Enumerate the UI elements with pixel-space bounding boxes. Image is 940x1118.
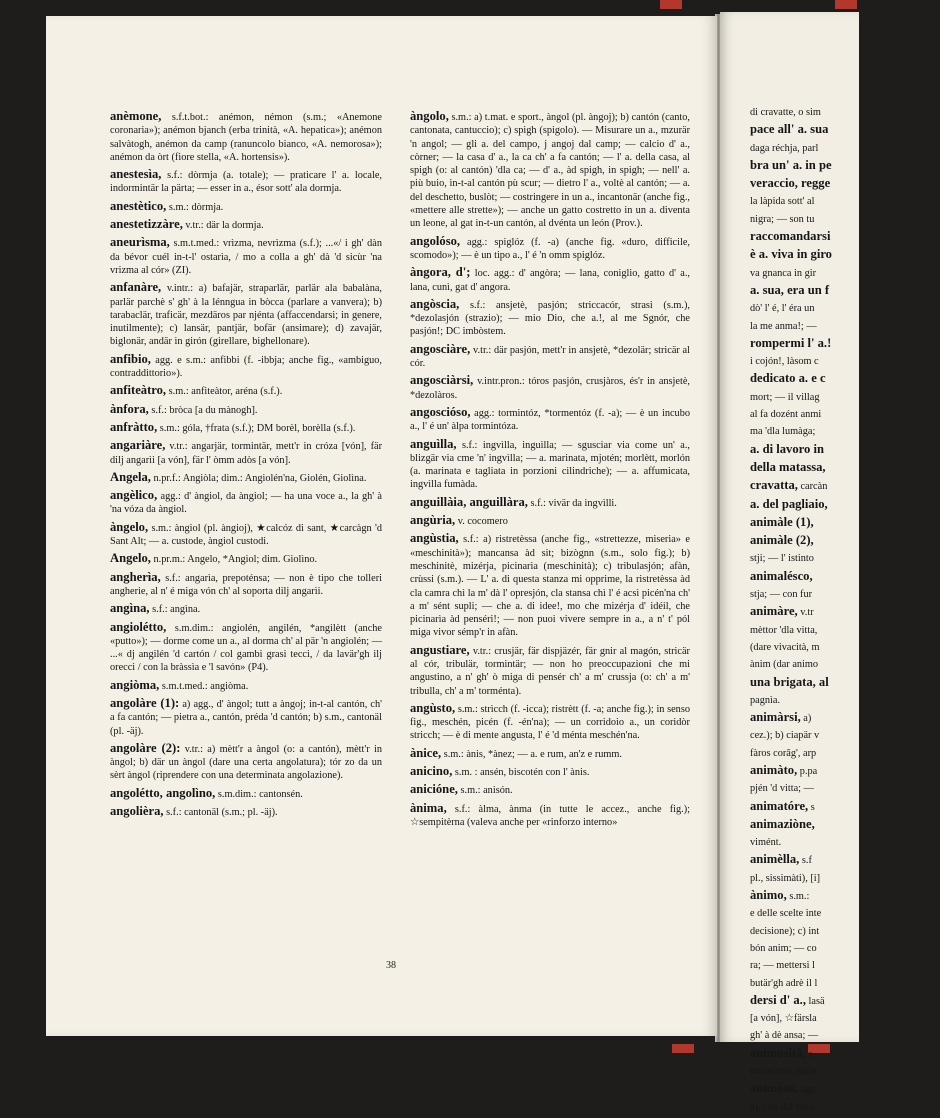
entry-headword: bra un' a. in pe — [750, 157, 832, 172]
entry-headword: è a. viva in giro — [750, 247, 832, 262]
entry-definition: v.tr — [797, 607, 814, 619]
entry-definition: pjén 'd vitta; — — [750, 783, 814, 795]
entry-headword: angustiare, — [410, 642, 470, 657]
entry-headword: angosciàrsi, — [410, 373, 474, 388]
page-number: 38 — [386, 960, 396, 971]
entry-headword: animatóre, — [750, 798, 809, 813]
entry-definition: loc. agg.: d' angòra; — lana, coniglio, gatto d' a., lana, cunì, gat d' angora. — [410, 268, 691, 293]
entry-definition: s.f.: vivär da ingvìlli. — [527, 497, 617, 509]
bookmark-ribbon — [835, 0, 857, 9]
entry-headword: angòscia, — [410, 296, 460, 311]
entry-headword: angiòma, — [110, 677, 160, 692]
entry-headword: a. sua, era un f — [750, 282, 830, 297]
dictionary-entry — [110, 168, 382, 196]
right-page — [720, 12, 859, 1113]
dictionary-entry — [110, 805, 382, 819]
dictionary-entry — [750, 624, 940, 637]
dictionary-entry — [750, 836, 940, 849]
dictionary-entry — [750, 694, 940, 707]
entry-definition: butär'gh adrè il l — [750, 977, 818, 989]
dictionary-entry — [750, 782, 940, 795]
entry-definition: s — [808, 801, 815, 813]
dictionary-entry — [750, 711, 940, 725]
entry-definition: la làpida sott' al — [750, 196, 815, 208]
dictionary-entry — [750, 516, 940, 530]
dictionary-entry — [410, 514, 690, 528]
dictionary-entry — [410, 496, 690, 510]
dictionary-entry — [410, 110, 690, 231]
entry-headword: àngora, d'; — [410, 265, 471, 280]
entry-headword: angìna, — [110, 601, 150, 616]
dictionary-entry — [750, 479, 940, 493]
entry-definition: v.tr.: crusjär, fär dispjäzér, fär gnir al magón, stricär al cór, tribulär, tormintär; — non ho preoccupazioni che mi angustino, a n' gh' ò miga di pensér ch' a m' crussja (o: ch' a m' tribulla, ch' a m' torménta). — [410, 645, 690, 697]
dictionary-entry — [410, 802, 690, 830]
entry-definition: s.f.: àlma, ànma (in tutte le accez., anche fig.); ☆sempitèrna (valeva anche per «rinforzo interno» — [410, 803, 690, 828]
entry-definition: v.intr.pron.: tóros pasjón, crusjàros, és'r in ansjetè, *dezolàros. — [410, 376, 690, 401]
dictionary-entry — [750, 729, 940, 742]
entry-headword: animàrsi, — [750, 710, 801, 725]
entry-definition: ra; — mettersi l — [750, 960, 815, 972]
entry-definition: v.tr.: där la dormja. — [182, 220, 264, 232]
entry-headword: animaziòne, — [750, 816, 815, 831]
entry-definition: [a vón], ☆färsla — [750, 1013, 817, 1025]
entry-headword: angolóso, — [410, 233, 461, 248]
entry-headword: anestetizzàre, — [110, 217, 183, 232]
entry-definition: e delle scelte inte — [750, 908, 822, 920]
entry-definition: v. cocomero — [455, 516, 508, 528]
entry-headword: anfibio, — [110, 351, 151, 366]
dictionary-entry — [110, 421, 382, 435]
dictionary-entry — [750, 994, 940, 1008]
entry-headword: rompermi l' a.! — [750, 335, 832, 350]
entry-headword: anguillàia, anguillàra, — [410, 494, 528, 509]
entry-definition: p.pa — [797, 765, 818, 777]
entry-headword: animosità, — [750, 1045, 806, 1060]
entry-definition: n.pr.f.: Angiòla; dim.: Angiolén'na, Giolén, Giolìna. — [150, 472, 367, 484]
dictionary-entry — [750, 195, 940, 208]
entry-headword: una brigata, al — [750, 674, 829, 689]
entry-definition: pagnìa. — [750, 694, 781, 706]
entry-headword: animàle (2), — [750, 533, 814, 548]
entry-headword: pace all' a. sua — [750, 122, 829, 137]
entry-definition: ma 'dla lumàga; — [750, 426, 816, 438]
entry-definition: cez.); b) ciapär v — [750, 730, 820, 742]
dictionary-entry — [750, 1101, 940, 1114]
dictionary-entry — [110, 471, 382, 485]
dictionary-entry — [750, 461, 940, 475]
entry-headword: angolièra, — [110, 804, 164, 819]
entry-headword: anicino, — [410, 764, 453, 779]
entry-definition: daga réchja, parl — [750, 142, 819, 154]
entry-definition: s.f.: cantonäl (s.m.; pl. -äj). — [163, 807, 278, 819]
dictionary-entry — [750, 408, 940, 421]
entry-headword: angariàre, — [110, 438, 166, 453]
entry-headword: anestètico, — [110, 198, 167, 213]
dictionary-entry — [750, 213, 940, 226]
entry-headword: animàre, — [750, 604, 798, 619]
dictionary-entry — [750, 658, 940, 671]
dictionary-entry — [110, 742, 382, 783]
entry-definition: s.m. : ansén, biscotén con l' ànis. — [452, 767, 590, 779]
dictionary-entry — [410, 783, 690, 797]
entry-definition: s.m.: — [786, 891, 810, 903]
entry-headword: raccomandarsi — [750, 229, 831, 244]
entry-headword: anfiteàtro, — [110, 383, 167, 398]
entry-headword: anestesìa, — [110, 167, 162, 182]
dictionary-entry — [750, 747, 940, 760]
entry-definition: pl., sissimàti), [i] — [750, 872, 821, 884]
entry-definition: a), con dal bèco — [750, 1101, 816, 1113]
entry-definition: carcàn — [797, 481, 828, 493]
entry-definition: fàros corâg', arp — [750, 747, 817, 759]
entry-definition: ànim (dar animo — [750, 659, 819, 671]
entry-definition: la me anma!; — — [750, 320, 817, 332]
dictionary-entry — [750, 942, 940, 955]
dictionary-entry — [750, 1065, 940, 1078]
entry-headword: angolétto, angolìno, — [110, 785, 216, 800]
entry-definition: s.m.: dòrmja. — [166, 201, 224, 213]
entry-headword: angèlico, — [110, 488, 158, 503]
entry-headword: dersi d' a., — [750, 992, 806, 1007]
entry-definition: v.intr.: a) bafajär, straparlär, parlär ala babalàna, parlär parchè s' gh' à la lénngua in bòcca (parlare a vanvera); b) tarabaclär, traficär, mezdäros par njénta (affaccendarsi; in genere, inutilmente); c) lansär, pantjär, bofär (ansimare); d) zavajär, biglonär, andär in girón (girellare, bighellonare). — [110, 283, 382, 348]
entry-definition: s.m.t.med.: vrìzma, nevrìzma (s.f.); ...«/ i gh' dàn da bévor cuél in-t-l' ostarìa, / mo a colla a gh' dà 'd sicùr 'na vrizma al cór» (ZI). — [110, 238, 382, 276]
entry-definition: gh' à dè ansa; — — [750, 1030, 819, 1042]
entry-definition: di cravatte, o sim — [750, 107, 821, 118]
dictionary-entry — [110, 200, 382, 214]
dictionary-entry — [410, 374, 690, 402]
dictionary-entry — [410, 343, 690, 371]
entry-headword: Angela, — [110, 469, 151, 484]
entry-definition: s.f.: angarìa, prepoténsa; — non è tipo che tolleri angherie, al n' é miga vón ch' al soporta dilj angarìi. — [110, 572, 382, 597]
entry-definition: s.m.: anfiteàtor, aréna (s.f.). — [166, 386, 283, 398]
entry-headword: veraccio, regge — [750, 176, 831, 191]
entry-definition: mort; — il villag — [750, 391, 820, 403]
dictionary-entry — [110, 489, 382, 517]
entry-definition: v.tr.: a) mètt'r a àngol (o: a cantón), mètt'r in àngol; b) där un àngol (dare una certa angolatura); tór zo da un sèrt àngol (riprendere con una determinata angolazione). — [110, 743, 382, 782]
entry-definition: s — [805, 1048, 813, 1060]
dictionary-entry — [750, 355, 940, 368]
entry-headword: àngelo, — [110, 519, 149, 534]
dictionary-entry — [750, 1012, 940, 1025]
dictionary-entry — [110, 602, 382, 616]
entry-definition: i cojón!, làsom c — [750, 356, 819, 368]
entry-definition: stja; — con fur — [750, 589, 813, 601]
dictionary-entry — [750, 425, 940, 438]
dictionary-entry — [410, 532, 690, 639]
dictionary-entry — [750, 1047, 940, 1061]
entry-headword: anfràtto, — [110, 419, 158, 434]
dictionary-entry — [750, 853, 940, 867]
dictionary-entry — [750, 498, 940, 512]
entry-definition: s.f.: angìna. — [149, 604, 201, 616]
entry-definition: s.f.: a) ristretèssa (anche fig., «strettezze, miseria» e «meschinità»); mancansa àd sit; bizògnn (s.m., solo fig.); b) meschinitè, mizérja, picinarìa (meschinità); c) tribulasjón; afàn, crùssi (s.m.). — L' a. di questa stanza mi opprime, la ristretèssa àd cla camra chì la m' dà l' opresjón, cla stansa chì l' é acsì picén'na ch' a m' sént supli; — che a. di idee!, mo che mizérja d' idéil, che picinarìa àd penséri!; — non puoi vivere sempre in a., a n' t' pól miga vivor sémp'r in afàn. — [410, 534, 690, 639]
dictionary-entry — [110, 236, 382, 277]
entry-definition: s.f.: ingvìlla, inguìlla; — sgusciar via come un' a., blizgär via cme 'n' ingvìlla; — a. marinata, mjotén; morlètt, morlón (a. marinata e tagliata in porzioni cilindriche); — a. affumicata, ingvìlla fumàda. — [410, 439, 690, 491]
dictionary-entry — [750, 123, 940, 137]
entry-headword: animóso, — [750, 1081, 798, 1096]
entry-headword: angùsto, — [410, 700, 456, 715]
entry-headword: della matassa, — [750, 459, 826, 474]
entry-definition: agg.: spiglóz (f. -a) (anche fig. «duro, difficile, scomodo»); — è un tipo a., l' é 'n omm spiglóz. — [410, 236, 690, 261]
dictionary-entry — [750, 889, 940, 903]
entry-definition: s.m.: ànis, *ànez; — a. e rum, an'z e rumm. — [441, 748, 622, 760]
entry-headword: a. del pagliaio, — [750, 496, 828, 511]
entry-definition: dò' l' é, l' éra un — [750, 303, 815, 315]
entry-definition: agg.: tormintóz, *tormentóz (f. -a); — è un incubo a., l' é un' àlpa tormintóza. — [410, 407, 690, 433]
entry-headword: angùstia, — [410, 531, 459, 546]
entry-headword: angoscióso, — [410, 404, 471, 419]
dictionary-entry — [750, 977, 940, 990]
entry-headword: ànfora, — [110, 401, 149, 416]
entry-headword: anguìlla, — [410, 436, 457, 451]
entry-headword: angherìa, — [110, 569, 161, 584]
dictionary-entry — [750, 959, 940, 972]
dictionary-entry — [750, 907, 940, 920]
entry-headword: aneurìsma, — [110, 235, 170, 250]
dictionary-entry — [750, 320, 940, 333]
dictionary-entry — [750, 391, 940, 404]
dictionary-entry — [750, 106, 940, 119]
dictionary-entry — [750, 230, 940, 244]
entry-definition: bón anim; — co — [750, 942, 817, 954]
entry-headword: animèlla, — [750, 852, 800, 867]
entry-definition: s.f.t.bot.: anémon, némon (s.m.; «Anemone coronaria»); anémon bjanch (erba trinità, «A. hepatica»); anémon salvàtogh, anémon da camp (ranuncolo bianco, «A. nemorosa»); anémon da òrt (fiore stella, «A. hortensis»). — [110, 112, 382, 163]
entry-headword: angolàre (1): — [110, 695, 180, 710]
entry-definition: s.m.dim.: angiolén, angilén, *angilètt (anche «putto»); — dorme come un a., al dorma ch' al pär 'n angiolén; — ...« dj angilén 'd cartón / col gambi grasi tecci, / da lavär'gh ilj orecci / con la bràssìa e 'l savón» (P4). — [110, 622, 382, 674]
entry-definition: s.m.t.med.: angiòma. — [159, 680, 249, 692]
dictionary-entry — [110, 552, 382, 566]
entry-definition: agg. e s.m.: anfibbi (f. -ibbja; anche fig., «ambiguo, contraddittorio»). — [110, 354, 382, 380]
middle-column — [410, 110, 690, 833]
dictionary-entry — [750, 248, 940, 262]
entry-headword: animalésco, — [750, 568, 813, 583]
entry-definition: v.tr.: angarjär, tormintär, mett'r in cróza [vón], fär dilj angarìi [a vón], fär l' òmm adòs [a vón]. — [110, 441, 382, 466]
entry-definition: stji; — l' istinto — [750, 553, 814, 565]
entry-definition: a) — [800, 713, 812, 725]
entry-definition: (dare vivacità, m — [750, 641, 820, 653]
dictionary-entry — [410, 406, 690, 434]
entry-headword: angùria, — [410, 513, 456, 528]
entry-definition: s.m.: strìcch (f. -icca); ristrètt (f. -a; anche fig.); in senso fig., meschén, picén (f. -én'na); — un corridoio a., un coridòr stricch; — è di mente angusta, l' é 'd ménta meschén'na. — [410, 703, 690, 742]
entry-definition: lasä — [805, 995, 825, 1007]
dictionary-entry — [750, 284, 940, 298]
entry-definition: s.f.: dòrmja (a. totale); — praticare l' a. locale, indormintär la pärta; — esser in a., ésor sott' ala dormja. — [110, 170, 382, 195]
entry-definition: a) agg., d' àngol; tutt a àngoj; in-t-al cantón, ch' a fa cantón; — pietra a., cantón, préda 'd cantón; b) s.m., cantonäl (pl. -äj). — [110, 698, 382, 737]
dictionary-entry — [110, 697, 382, 738]
entry-definition: vimént. — [750, 837, 782, 849]
dictionary-entry — [410, 765, 690, 779]
dictionary-entry — [750, 641, 940, 654]
dictionary-entry — [750, 1082, 940, 1096]
dictionary-entry — [750, 337, 940, 351]
dictionary-entry — [110, 521, 382, 549]
dictionary-entry — [110, 439, 382, 467]
dictionary-entry — [750, 443, 940, 457]
entry-definition: s.m.: a) t.mat. e sport., àngol (pl. àngoj); b) cantón (canto, cantonata, cantuccio); c) spigh (spigolo). — Misurare un a., mzurär 'n angol; — gli a. del campo, j angoj dal camp; — calcio d' a., còrner; — la casa d' a., la ca ch' a fa cantón; — l' a. della casa, al spigh (o: al cantón) 'dla ca; — d' a., àd spigh, in spigh; — nell' a. più buio, in-t-al cantón pù scur; — dietro l' a., voltè al cantón; — a. del deschetto, buslòt; — costringere in un a., incantonär (anche fig., «mettere alle strette»); — anche un gatto costretto in un a. diventa un leone, al gat in-t-un cantón, al dvénta un león (Prov.). — [410, 112, 690, 230]
entry-definition: s.f.: ansjetè, pasjón; striccacór, strasi (s.m.), *dezolasjón (strazio); — mio Dio, che a.!, al me Sgnór, che pasjón!; DC imbòstem. — [410, 299, 690, 338]
dictionary-entry — [110, 403, 382, 417]
entry-definition: mèttor 'dla vitta, — [750, 624, 818, 636]
entry-definition: s.m.: anisón. — [457, 785, 513, 797]
dictionary-entry — [410, 266, 690, 294]
dictionary-entry — [750, 605, 940, 619]
dictionary-entry — [110, 679, 382, 693]
dictionary-entry — [750, 676, 940, 690]
entry-headword: a. di lavoro in — [750, 441, 824, 456]
entry-headword: anfanàre, — [110, 280, 162, 295]
entry-definition: agg.: d' àngiol, da àngiol; — ha una voce a., la gh' à 'na vóza da àngiol. — [110, 491, 382, 516]
entry-definition: al fa dozént anmi — [750, 409, 822, 421]
dictionary-entry — [410, 702, 690, 743]
dictionary-entry — [750, 552, 940, 565]
entry-definition: decisione); c) int — [750, 925, 820, 937]
dictionary-entry — [750, 800, 940, 814]
bookmark-ribbon — [672, 1044, 694, 1053]
entry-definition: s.f — [799, 855, 812, 867]
dictionary-entry — [410, 298, 690, 339]
entry-headword: angiolétto, — [110, 619, 167, 634]
dictionary-entry — [750, 372, 940, 386]
entry-definition: va gnanca in gir — [750, 267, 817, 279]
dictionary-entry — [750, 764, 940, 778]
bookmark-ribbon — [660, 0, 682, 9]
entry-headword: angolàre (2): — [110, 740, 181, 755]
dictionary-entry — [110, 110, 382, 164]
entry-headword: anicióne, — [410, 782, 458, 797]
dictionary-entry — [110, 621, 382, 675]
entry-headword: ànimo, — [750, 888, 787, 903]
dictionary-entry — [110, 281, 382, 348]
dictionary-entry — [750, 872, 940, 885]
entry-headword: animàto, — [750, 762, 798, 777]
dictionary-entry — [750, 302, 940, 315]
entry-definition: malanimo, male — [750, 1066, 817, 1078]
dictionary-entry — [110, 384, 382, 398]
dictionary-entry — [750, 534, 940, 548]
dictionary-entry — [750, 177, 940, 191]
entry-headword: anèmone, — [110, 109, 162, 123]
entry-headword: ànice, — [410, 745, 442, 760]
entry-headword: Angelo, — [110, 551, 151, 566]
entry-headword: animàle (1), — [750, 514, 814, 529]
entry-headword: dedicato a. e c — [750, 371, 826, 386]
dictionary-entry — [410, 235, 690, 263]
dictionary-entry — [410, 438, 690, 492]
dictionary-entry — [410, 644, 690, 698]
dictionary-entry — [110, 571, 382, 599]
entry-definition: v.tr.: där pasjón, mett'r in ansjetè, *dezolär; stricär al cór. — [410, 344, 690, 370]
entry-definition: n.pr.m.: Angelo, *Angiol; dim. Giolìno. — [150, 554, 318, 566]
entry-headword: ànima, — [410, 800, 447, 815]
left-page — [46, 16, 717, 1036]
dictionary-entry — [110, 353, 382, 381]
entry-definition: s.m.dim.: cantonsén. — [215, 788, 303, 800]
dictionary-entry — [750, 1029, 940, 1042]
dictionary-entry — [110, 218, 382, 232]
entry-headword: àngolo, — [410, 109, 449, 123]
dictionary-entry — [110, 787, 382, 801]
dictionary-entry — [750, 570, 940, 584]
dictionary-entry — [410, 747, 690, 761]
entry-definition: s.m.: góla, †frata (s.f.); DM borèl, borèlla (s.f.). — [157, 422, 356, 434]
entry-headword: cravatta, — [750, 478, 798, 493]
dictionary-entry — [750, 267, 940, 280]
dictionary-entry — [750, 925, 940, 938]
dictionary-entry — [750, 588, 940, 601]
dictionary-entry — [750, 159, 940, 173]
entry-definition: s.m.: àngiol (pl. àngioj), ★calcóz di sant, ★carcàgn 'd Sant Alt; — a. custode, àngiol custodi. — [110, 522, 382, 548]
dictionary-entry — [750, 142, 940, 155]
dictionary-entry — [750, 818, 940, 832]
right-column — [750, 106, 940, 1118]
entry-definition: nigra; — son tu — [750, 213, 815, 225]
entry-headword: angosciàre, — [410, 341, 471, 356]
left-column — [110, 110, 382, 823]
entry-definition: s.f.: bròca [a du mànogh]. — [148, 404, 258, 416]
entry-definition: agg — [797, 1084, 816, 1096]
